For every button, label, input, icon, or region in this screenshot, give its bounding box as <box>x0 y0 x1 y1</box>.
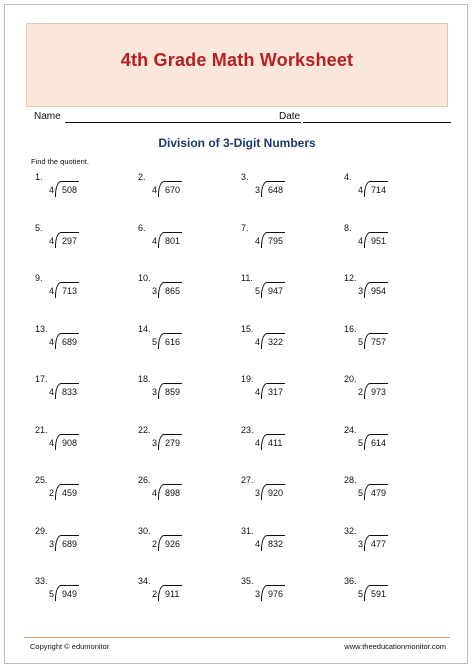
problem-divisor: 3 <box>254 589 260 599</box>
division-bar <box>164 282 182 283</box>
division-bar <box>267 181 285 182</box>
division-problem <box>30 221 133 272</box>
problem-dividend: 508 <box>62 185 78 195</box>
problem-number: 35. <box>241 576 254 586</box>
problem-divisor: 4 <box>254 387 260 397</box>
problem-dividend: 926 <box>165 538 181 549</box>
division-bar <box>164 535 182 536</box>
problem-number: 1. <box>35 172 43 182</box>
division-problem <box>133 524 236 575</box>
problem-dividend: 949 <box>62 589 78 599</box>
problem-number: 17. <box>35 374 48 384</box>
problem-dividend: 832 <box>268 538 284 549</box>
problem-divisor: 4 <box>254 538 260 549</box>
division-bracket <box>261 585 267 601</box>
header-banner <box>26 23 448 107</box>
division-bracket <box>364 434 370 450</box>
problem-number: 13. <box>35 323 48 334</box>
problem-number: 29. <box>35 525 48 536</box>
division-bracket <box>364 232 370 248</box>
division-bracket <box>55 383 61 399</box>
division-problem <box>30 372 133 423</box>
problem-number: 9. <box>35 273 43 283</box>
problem-divisor: 4 <box>48 286 54 296</box>
division-bar <box>267 535 285 536</box>
division-bracket <box>261 383 267 399</box>
division-problem <box>339 574 442 625</box>
problem-divisor: 5 <box>357 488 363 498</box>
problem-number: 25. <box>35 475 48 485</box>
problem-dividend: 954 <box>371 286 387 296</box>
division-bar <box>267 434 285 435</box>
division-problem <box>30 423 133 474</box>
division-bar <box>267 484 285 485</box>
division-bar <box>267 333 285 334</box>
division-bar <box>370 181 388 182</box>
division-problem <box>236 524 339 575</box>
problem-number: 4. <box>344 172 352 182</box>
problem-divisor: 3 <box>151 437 157 448</box>
division-bracket <box>364 181 370 197</box>
problem-divisor: 4 <box>151 235 157 246</box>
division-problem <box>339 423 442 474</box>
division-bracket <box>158 535 164 551</box>
division-bracket <box>158 383 164 399</box>
division-problem <box>339 372 442 423</box>
division-bracket <box>261 282 267 298</box>
problem-number: 34. <box>138 576 151 586</box>
division-bracket <box>364 383 370 399</box>
division-problem <box>339 524 442 575</box>
division-bracket <box>158 434 164 450</box>
problem-grid <box>30 170 442 625</box>
division-bar <box>61 585 79 586</box>
problem-divisor: 5 <box>357 589 363 599</box>
problem-number: 21. <box>35 424 48 435</box>
division-bracket <box>364 333 370 349</box>
problem-number: 33. <box>35 576 48 586</box>
problem-number: 18. <box>138 374 151 384</box>
problem-dividend: 801 <box>165 235 181 246</box>
problem-number: 28. <box>344 475 357 485</box>
problem-number: 22. <box>138 424 151 435</box>
division-problem <box>30 574 133 625</box>
division-bracket <box>55 181 61 197</box>
division-problem <box>339 322 442 373</box>
problem-dividend: 865 <box>165 286 181 296</box>
problem-divisor: 3 <box>357 286 363 296</box>
division-bar <box>370 383 388 384</box>
problem-divisor: 4 <box>254 336 260 347</box>
problem-number: 23. <box>241 424 254 435</box>
problem-divisor: 4 <box>357 185 363 195</box>
problem-number: 3. <box>241 172 249 182</box>
problem-dividend: 279 <box>165 437 181 448</box>
division-problem <box>133 322 236 373</box>
problem-dividend: 833 <box>62 387 78 397</box>
division-bracket <box>55 232 61 248</box>
name-date-row <box>30 110 450 126</box>
division-bar <box>61 181 79 182</box>
problem-divisor: 5 <box>48 589 54 599</box>
problem-divisor: 4 <box>254 437 260 448</box>
division-problem <box>30 473 133 524</box>
problem-dividend: 689 <box>62 336 78 347</box>
problem-number: 15. <box>241 323 254 334</box>
division-bar <box>61 383 79 384</box>
problem-divisor: 4 <box>48 387 54 397</box>
footer-website: www.theeducationmonitor.com <box>344 642 446 651</box>
problem-divisor: 3 <box>254 185 260 195</box>
name-label: Name <box>34 111 61 122</box>
problem-number: 16. <box>344 323 357 334</box>
division-problem <box>133 271 236 322</box>
page-title: 4th Grade Math Worksheet <box>120 50 354 70</box>
problem-divisor: 5 <box>151 336 157 347</box>
division-problem <box>236 423 339 474</box>
problem-divisor: 4 <box>151 488 157 498</box>
problem-dividend: 951 <box>371 235 387 246</box>
division-problem <box>339 271 442 322</box>
division-bracket <box>364 535 370 551</box>
problem-dividend: 976 <box>268 589 284 599</box>
worksheet-subtitle: Division of 3-Digit Numbers <box>158 136 316 150</box>
problem-dividend: 479 <box>371 488 387 498</box>
division-bar <box>164 383 182 384</box>
division-problem <box>30 170 133 221</box>
problem-dividend: 714 <box>371 185 387 195</box>
problem-number: 6. <box>138 222 146 233</box>
division-bracket <box>158 181 164 197</box>
division-bracket <box>158 232 164 248</box>
problem-dividend: 898 <box>165 488 181 498</box>
division-bracket <box>158 585 164 601</box>
problem-divisor: 5 <box>357 336 363 347</box>
division-problem <box>30 271 133 322</box>
division-bar <box>61 333 79 334</box>
division-bar <box>61 434 79 435</box>
problem-dividend: 973 <box>371 387 387 397</box>
problem-divisor: 3 <box>357 538 363 549</box>
division-problem <box>133 473 236 524</box>
problem-divisor: 4 <box>48 235 54 246</box>
problem-divisor: 4 <box>48 185 54 195</box>
problem-dividend: 757 <box>371 336 387 347</box>
division-bar <box>164 181 182 182</box>
problem-dividend: 920 <box>268 488 284 498</box>
problem-number: 26. <box>138 475 151 485</box>
division-bracket <box>55 535 61 551</box>
division-bar <box>370 585 388 586</box>
problem-dividend: 322 <box>268 336 284 347</box>
problem-number: 30. <box>138 525 151 536</box>
problem-dividend: 616 <box>165 336 181 347</box>
division-bracket <box>261 232 267 248</box>
problem-dividend: 614 <box>371 437 387 448</box>
problem-dividend: 689 <box>62 538 78 549</box>
problem-number: 5. <box>35 222 43 233</box>
problem-divisor: 5 <box>357 437 363 448</box>
problem-divisor: 4 <box>151 185 157 195</box>
problem-divisor: 4 <box>254 235 260 246</box>
division-bar <box>61 535 79 536</box>
division-problem <box>339 221 442 272</box>
division-problem <box>236 170 339 221</box>
problem-divisor: 2 <box>357 387 363 397</box>
division-bracket <box>364 484 370 500</box>
division-bracket <box>261 535 267 551</box>
date-field[interactable] <box>303 122 451 123</box>
division-bracket <box>261 484 267 500</box>
problem-divisor: 4 <box>48 437 54 448</box>
division-bar <box>61 282 79 283</box>
division-bracket <box>55 585 61 601</box>
problem-divisor: 4 <box>357 235 363 246</box>
division-bracket <box>261 333 267 349</box>
division-bar <box>164 232 182 233</box>
problem-number: 24. <box>344 424 357 435</box>
division-bracket <box>261 434 267 450</box>
division-problem <box>236 271 339 322</box>
division-problem <box>133 221 236 272</box>
problem-divisor: 4 <box>48 336 54 347</box>
division-problem <box>30 524 133 575</box>
instructions: Find the quotient. <box>31 157 89 166</box>
problem-divisor: 3 <box>48 538 54 549</box>
division-bar <box>370 434 388 435</box>
problem-number: 2. <box>138 172 146 182</box>
division-problem <box>339 473 442 524</box>
problem-dividend: 317 <box>268 387 284 397</box>
division-problem <box>30 322 133 373</box>
problem-divisor: 2 <box>48 488 54 498</box>
name-field[interactable] <box>65 122 301 123</box>
division-problem <box>236 372 339 423</box>
division-problem <box>236 322 339 373</box>
problem-number: 31. <box>241 525 254 536</box>
problem-number: 32. <box>344 525 357 536</box>
division-bracket <box>158 484 164 500</box>
footer-divider <box>24 637 450 638</box>
problem-divisor: 3 <box>151 387 157 397</box>
division-bracket <box>261 181 267 197</box>
problem-number: 12. <box>344 273 357 283</box>
division-bar <box>164 585 182 586</box>
division-problem <box>133 170 236 221</box>
division-bracket <box>55 484 61 500</box>
division-bracket <box>55 434 61 450</box>
division-bracket <box>364 585 370 601</box>
division-bar <box>164 333 182 334</box>
division-bar <box>370 282 388 283</box>
division-bracket <box>55 282 61 298</box>
division-problem <box>133 372 236 423</box>
problem-dividend: 648 <box>268 185 284 195</box>
problem-number: 27. <box>241 475 254 485</box>
division-problem <box>236 574 339 625</box>
division-bracket <box>158 333 164 349</box>
division-bar <box>267 585 285 586</box>
division-bar <box>164 484 182 485</box>
division-bracket <box>364 282 370 298</box>
division-problem <box>133 423 236 474</box>
division-bar <box>164 434 182 435</box>
division-bar <box>370 535 388 536</box>
problem-dividend: 459 <box>62 488 78 498</box>
problem-number: 10. <box>138 273 151 283</box>
problem-number: 7. <box>241 222 249 233</box>
division-bar <box>370 484 388 485</box>
problem-number: 8. <box>344 222 352 233</box>
problem-dividend: 297 <box>62 235 78 246</box>
problem-dividend: 477 <box>371 538 387 549</box>
problem-number: 19. <box>241 374 254 384</box>
problem-divisor: 2 <box>151 589 157 599</box>
problem-dividend: 713 <box>62 286 78 296</box>
division-bar <box>370 333 388 334</box>
division-bar <box>370 232 388 233</box>
problem-dividend: 859 <box>165 387 181 397</box>
division-problem <box>236 221 339 272</box>
division-bar <box>61 232 79 233</box>
division-bracket <box>158 282 164 298</box>
problem-dividend: 670 <box>165 185 181 195</box>
problem-dividend: 908 <box>62 437 78 448</box>
problem-dividend: 795 <box>268 235 284 246</box>
division-bracket <box>55 333 61 349</box>
division-problem <box>236 473 339 524</box>
problem-number: 14. <box>138 323 151 334</box>
footer-copyright: Copyright © edumonitor <box>30 642 110 651</box>
problem-divisor: 2 <box>151 538 157 549</box>
problem-divisor: 5 <box>254 286 260 296</box>
problem-divisor: 3 <box>151 286 157 296</box>
problem-divisor: 3 <box>254 488 260 498</box>
division-bar <box>61 484 79 485</box>
problem-dividend: 411 <box>268 437 283 448</box>
division-problem <box>339 170 442 221</box>
problem-dividend: 591 <box>371 589 387 599</box>
division-bar <box>267 282 285 283</box>
division-bar <box>267 232 285 233</box>
division-problem <box>133 574 236 625</box>
problem-dividend: 911 <box>165 589 180 599</box>
division-bar <box>267 383 285 384</box>
problem-number: 11. <box>241 273 253 283</box>
problem-dividend: 947 <box>268 286 284 296</box>
problem-number: 36. <box>344 576 357 586</box>
date-label: Date <box>279 111 301 122</box>
problem-number: 20. <box>344 374 357 384</box>
